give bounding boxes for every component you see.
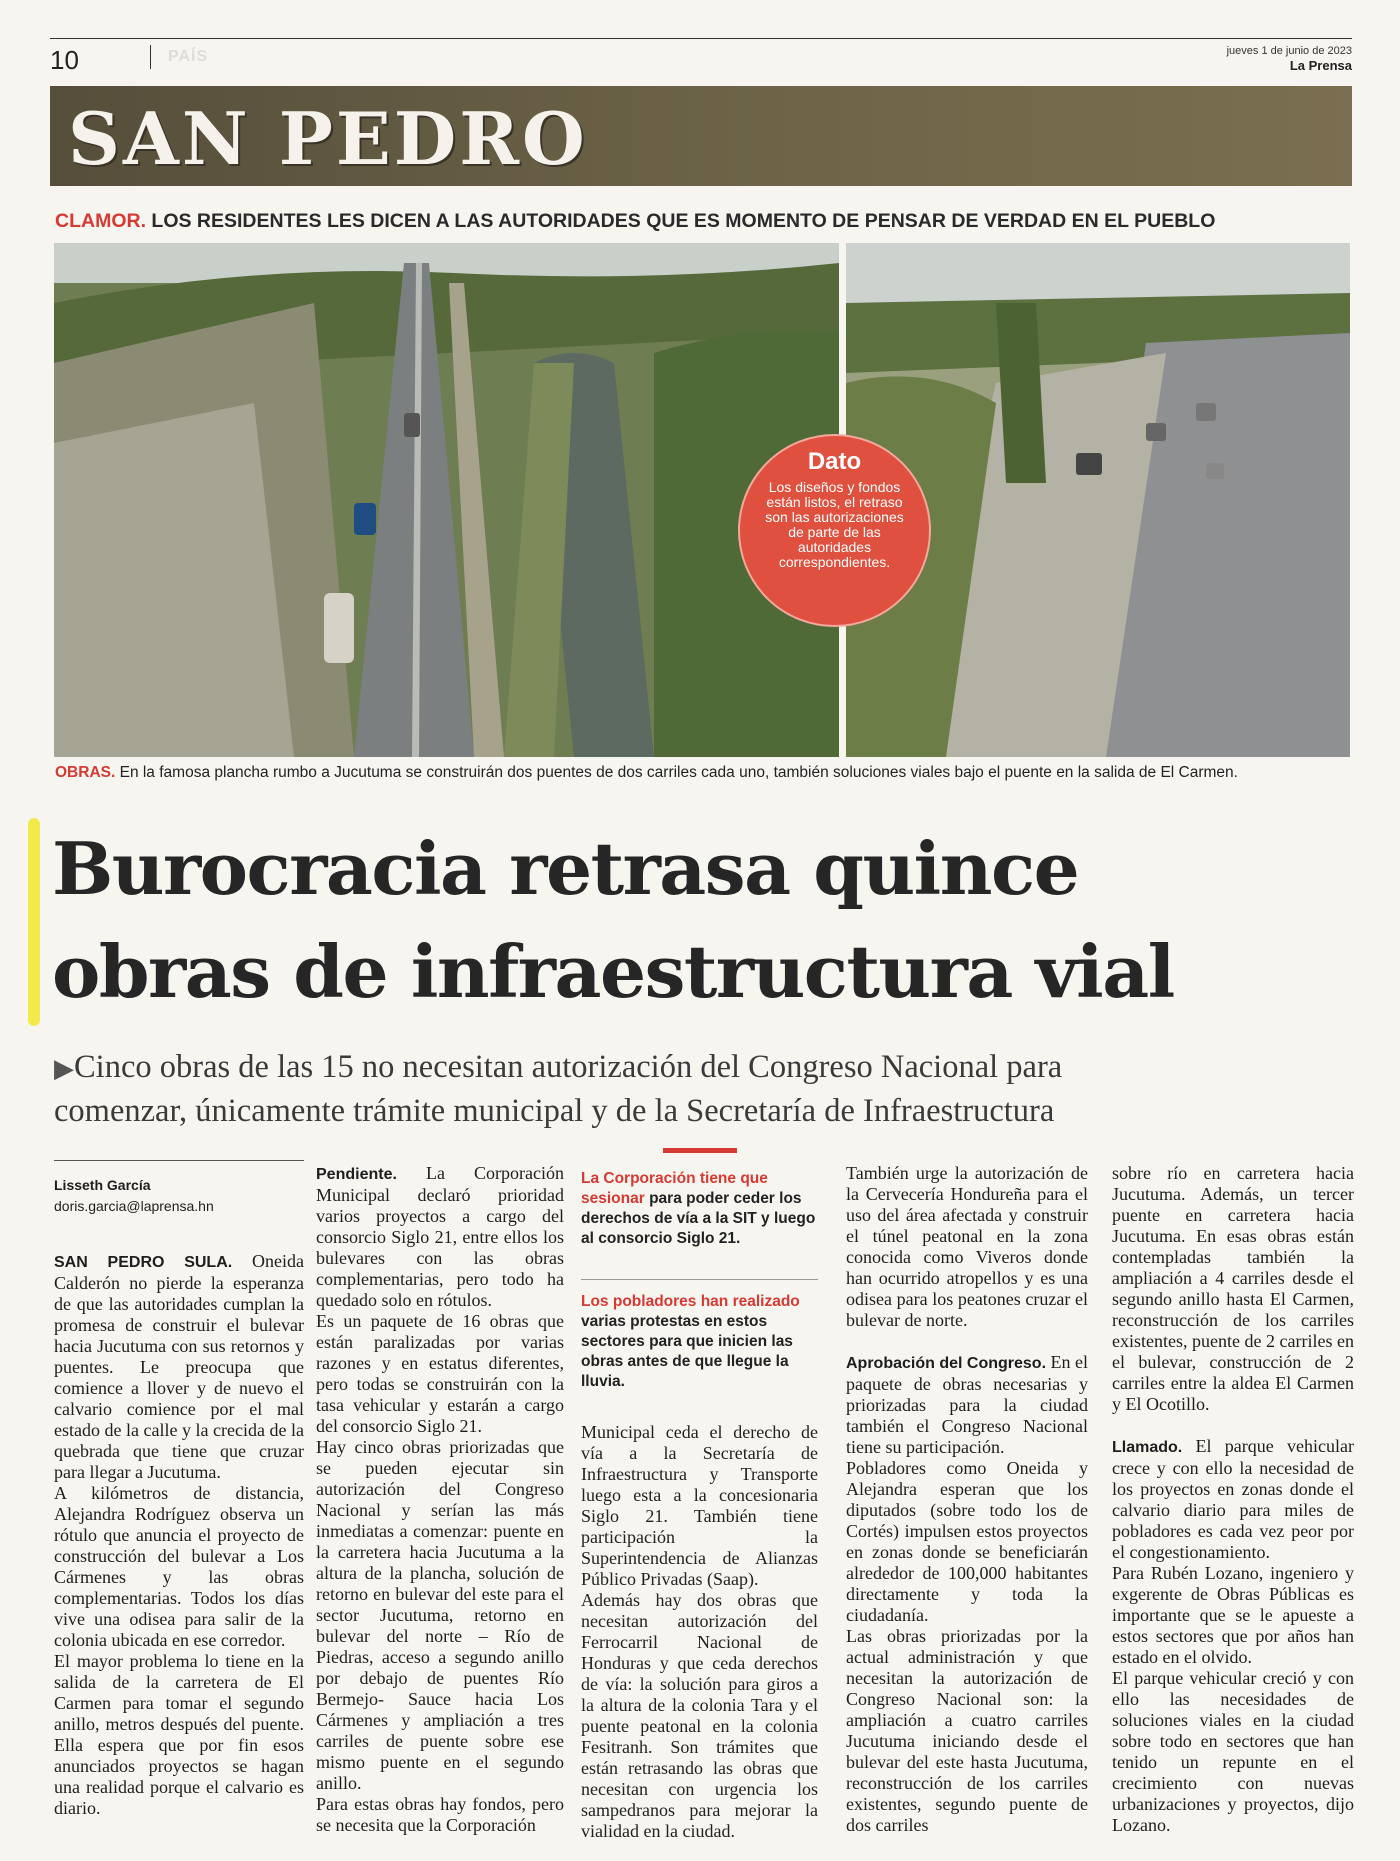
page-number: 10 <box>50 45 79 75</box>
photo-road-bridge <box>54 243 839 757</box>
paragraph: Además hay dos obras que necesitan autorización del Ferrocarril Nacional de Honduras y que ceda derechos de vía: la solución para giros a la altura de la colonia Tara y el puente peatonal en la colonia Fesitranh. Son trámites que están retrasando las obras que necesitan con urgencia los sampedranos para mejorar la vialidad en la ciudad. <box>581 1590 818 1841</box>
paragraph: Aprobación del Congreso. En el paquete de obras necesarias y priorizadas para la ciudad también el Congreso Nacional tiene su participación. <box>846 1352 1089 1457</box>
aerial-road-photo-illustration <box>54 243 839 757</box>
section-label: PAÍS <box>168 48 209 65</box>
paragraph: El mayor problema lo tiene en la salida de la carretera de El Carmen para tomar el segundo anillo, metros después del puente. Ella espera que por fin esos anunciados proyectos se hagan una realidad porque el calvario es diario. <box>54 1651 304 1818</box>
paragraph: Llamado. El parque vehicular crece y con ello la necesidad de los proyectos en zonas donde el calvario diario para miles de pobladores es cada vez peor por el congestionamiento. <box>1112 1436 1354 1562</box>
article-column-4 <box>846 1163 1088 1836</box>
headline-line-1: Burocracia retrasa quince <box>52 827 1079 912</box>
subhead-llamado: Llamado. <box>1112 1439 1183 1456</box>
quote-accent-bar <box>663 1148 737 1153</box>
paragraph: Hay cinco obras priorizadas que se pueden ejecutar sin autorización del Congreso Nacional y serían las más inmediatas a comenzar: puente en la carretera hacia Jucutuma a la altura de la plancha, solución de retorno en bulevar del este para el sector Jucutuma, retorno en bulevar del norte – Río de Piedras, acceso a segundo anillo por debajo de puentes Río Bermejo- Sauce hacia Los Cármenes y ampliación a tres carriles de puente sobre ese mismo puente en el segundo anillo. <box>316 1437 564 1793</box>
paragraph: Las obras priorizadas por la actual administración y que necesitan la autorización de Congreso Nacional son: la ampliación a cuatro carriles Jucutuma iniciando desde el bulevar del este hasta Jucutuma, reconstrucción de los carriles existentes, segundo puente de dos carriles <box>846 1626 1088 1835</box>
dateline: SAN PEDRO SULA. <box>54 1254 233 1271</box>
page-header <box>50 38 1352 76</box>
publication-name: La Prensa <box>1289 58 1352 73</box>
paragraph: Pendiente. La Corporación Municipal declaró prioridad varios proyectos a cargo del consorcio Siglo 21, entre ellos los bulevares con las obras complementarias, pero todo ha quedado solo en rótulos. <box>316 1163 564 1310</box>
paragraph: Es un paquete de 16 obras que están paralizadas por varias razones y en estatus diferentes, pero todas se construirán con la tasa vehicular y estarán a cargo del consorcio Siglo 21. <box>316 1311 564 1436</box>
subhead-pendiente: Pendiente. <box>316 1166 397 1183</box>
paragraph: Municipal ceda el derecho de vía a la Secretaría de Infraestructura y Transporte luego esta a la concesionaria Siglo 21. También tiene participación la Superintendencia de Alianzas Público Privadas (Saap). <box>581 1422 818 1589</box>
dato-callout <box>738 434 931 627</box>
kicker-keyword: CLAMOR. <box>55 210 146 232</box>
dato-title: Dato <box>807 448 862 475</box>
kicker-line <box>55 210 1355 233</box>
article-column-5 <box>1112 1163 1354 1836</box>
publication-date: jueves 1 de junio de 2023 <box>1226 45 1352 57</box>
paragraph: Para Rubén Lozano, ingeniero y exgerente de Obras Públicas es importante que se le apueste a estos sectores que por años han estado en el olvido. <box>1112 1563 1354 1667</box>
byline-name: Lisseth García <box>54 1177 151 1193</box>
banner-title: SAN PEDRO <box>68 96 588 181</box>
subhead-line-2: comenzar, únicamente trámite municipal y de la Secretaría de Infraestructura <box>54 1093 1055 1129</box>
byline-email: doris.garcia@laprensa.hn <box>54 1198 214 1214</box>
article-column-2 <box>316 1163 564 1836</box>
headline-line-2: obras de infraestructura vial <box>52 930 1174 1015</box>
paragraph: A kilómetros de distancia, Alejandra Rodríguez observa un rótulo que anuncia el proyecto de construcción del bulevar a Los Cármenes y las obras complementarias. Todos los días vive una odisea para salir de la colonia ubicada en ese corredor. <box>54 1483 304 1650</box>
paragraph: Pobladores como Oneida y Alejandra esperan que los diputados (sobre todo los de Cortés) impulsen estos proyectos en zonas donde se beneficiarán alrededor de 100,000 habitantes directamente y toda la ciudadanía. <box>846 1458 1088 1625</box>
quote-divider <box>581 1279 818 1280</box>
pull-quote-1: La Corporación tiene que sesionar para poder ceder los derechos de vía a la SIT y luego al consorcio Siglo 21. <box>581 1170 816 1247</box>
subhead-aprobacion: Aprobación del Congreso. <box>846 1355 1047 1372</box>
subhead-line-1: Cinco obras de las 15 no necesitan autorización del Congreso Nacional para <box>74 1049 1063 1085</box>
triangle-bullet-icon: ▶ <box>54 1054 74 1083</box>
paragraph: También urge la autorización de la Cervecería Hondureña para el uso del área afectada y construir el túnel peatonal en la zona conocida como Viveros donde han ocurrido atropellos y es una odisea para los peatones cruzar el bulevar de norte. <box>846 1163 1088 1330</box>
caption-text: En la famosa plancha rumbo a Jucutuma se construirán dos puentes de dos carriles cada uno, también soluciones viales bajo el puente en la salida de El Carmen. <box>115 764 1238 781</box>
article-column-3 <box>581 1148 818 1842</box>
caption-keyword: OBRAS. <box>55 764 116 781</box>
photo-caption <box>55 764 1355 782</box>
subheadline <box>54 1046 1374 1132</box>
headline <box>52 818 1372 1024</box>
kicker-text: LOS RESIDENTES LES DICEN A LAS AUTORIDADES QUE ES MOMENTO DE PENSAR DE VERDAD EN EL PUEBLO <box>146 210 1216 232</box>
byline-rule <box>54 1160 304 1161</box>
column-3-body <box>581 1422 818 1842</box>
paragraph: sobre río en carretera hacia Jucutuma. Además, un tercer puente en carretera hacia Jucutuma. En esas obras están contempladas también la ampliación a 4 carriles desde el segundo anillo hasta El Carmen, reconstrucción de los carriles existentes, puente de 2 carriles en el bulevar, construcción de 2 carriles entre la aldea El Carmen y El Ocotillo. <box>1112 1163 1354 1414</box>
paragraph: Para estas obras hay fondos, pero se necesita que la Corporación <box>316 1794 564 1835</box>
header-divider <box>150 45 151 69</box>
paragraph: SAN PEDRO SULA. Oneida Calderón no pierde la esperanza de que las autoridades cumplan la promesa de construir el bulevar hacia Jucutuma con sus retornos y puentes. Le preocupa que comience a llover y de nuevo el calvario comience por el mal estado de la calle y la crecida de la quebrada que tiene que cruzar para llegar a Jucutuma. <box>54 1251 304 1482</box>
section-banner <box>50 86 1352 186</box>
dato-text: Los diseños y fondos están listos, el retraso son las autorizaciones de parte de las autoridades correspondientes. <box>765 479 904 570</box>
paragraph: El parque vehicular creció y con ello las necesidades de soluciones viales en la ciudad sobre todo en sectores que han tenido un repunte en el crecimiento con nuevas urbanizaciones y proyectos, dijo Lozano. <box>1112 1668 1354 1835</box>
pull-quote-2: Los pobladores han realizado varias protestas en estos sectores para que inicien las obras antes de que llegue la lluvia. <box>581 1293 800 1390</box>
highlighter-mark <box>28 818 40 1026</box>
article-column-1 <box>54 1160 304 1819</box>
